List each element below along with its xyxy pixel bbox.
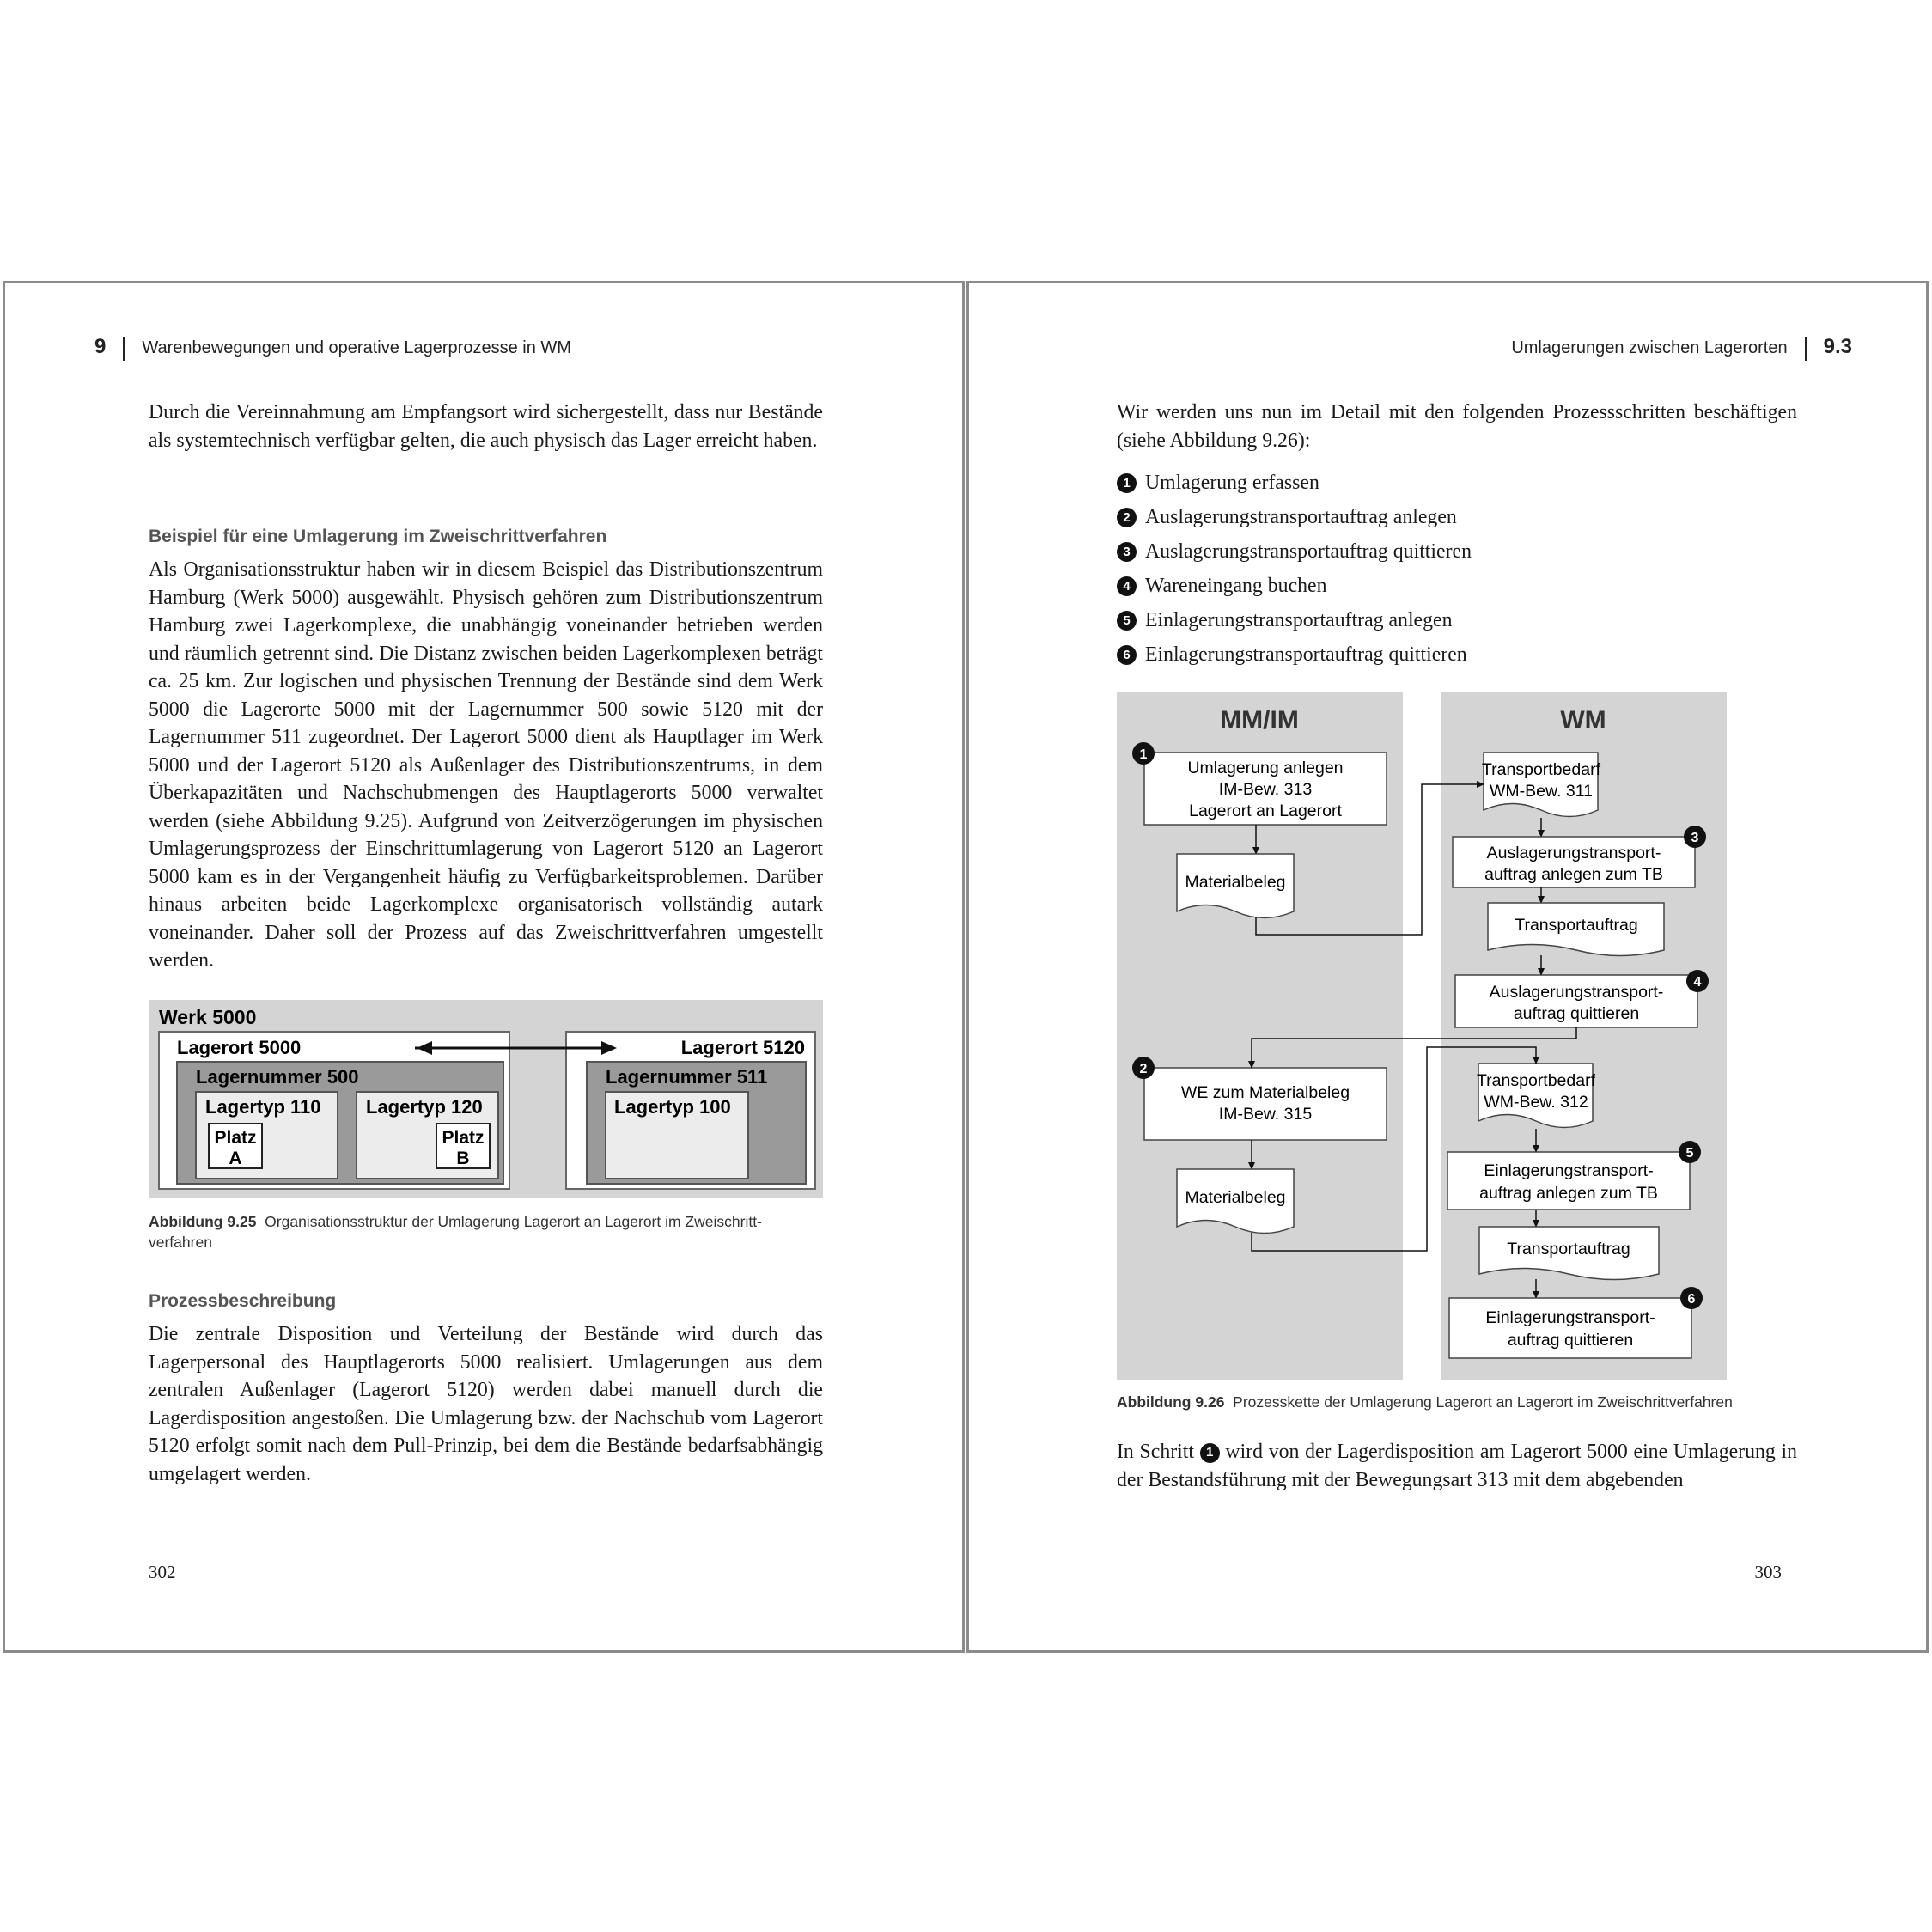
box-text: auftrag anlegen zum TB xyxy=(1479,1184,1658,1203)
paragraph-intro-right xyxy=(1117,399,1797,454)
caption-label: Abbildung 9.25 xyxy=(149,1213,257,1230)
running-header-left xyxy=(94,335,571,361)
step-badge: 3 xyxy=(1117,542,1137,562)
header-divider xyxy=(123,337,125,361)
box-text: WM-Bew. 312 xyxy=(1484,1093,1588,1112)
section-title: Umlagerungen zwischen Lagerorten xyxy=(1511,338,1788,357)
step-badge: 4 xyxy=(1117,576,1137,596)
process-step-list xyxy=(1117,466,1472,672)
step-badge: 2 xyxy=(1117,508,1137,527)
lagertyp-110-label: Lagertyp 110 xyxy=(205,1096,321,1118)
badge-number: 2 xyxy=(1139,1062,1148,1076)
right-page xyxy=(966,281,1929,1653)
lagernummer-511-label: Lagernummer 511 xyxy=(606,1066,768,1088)
badge-number: 3 xyxy=(1691,831,1699,845)
badge-number: 5 xyxy=(1685,1146,1694,1161)
figure-org-structure xyxy=(149,1000,823,1198)
box-text: auftrag quittieren xyxy=(1507,1331,1634,1350)
page-number-left: 302 xyxy=(149,1562,176,1582)
step-text: Umlagerung erfassen xyxy=(1145,471,1319,494)
paragraph-text: wird von der Lagerdisposition am Lagerort 5000 eine Umlagerung in der Bestandsführung mit der Bewegungsart 313 mit dem abgebenden xyxy=(1117,1441,1797,1491)
platz-a-label-2: A xyxy=(229,1149,242,1168)
page-number-right: 303 xyxy=(1754,1562,1782,1582)
box-text: WM-Bew. 311 xyxy=(1490,782,1593,801)
header-divider xyxy=(1805,337,1807,361)
box-text: Transportauftrag xyxy=(1507,1240,1630,1259)
paragraph-text: In Schritt xyxy=(1117,1441,1194,1463)
lagerort-5000-label: Lagerort 5000 xyxy=(177,1037,302,1058)
chapter-number: 9 xyxy=(94,335,107,358)
paragraph-closing xyxy=(1117,1438,1797,1494)
box-text: auftrag quittieren xyxy=(1513,1004,1640,1023)
paragraph-process xyxy=(149,1320,823,1488)
lagertyp-120-label: Lagertyp 120 xyxy=(366,1096,483,1118)
platz-b-label-1: Platz xyxy=(442,1128,485,1148)
box-text: IM-Bew. 315 xyxy=(1218,1105,1313,1124)
box-text: Transportauftrag xyxy=(1515,916,1638,935)
chapter-title: Warenbewegungen und operative Lagerprozesse in WM xyxy=(142,338,571,357)
badge-number: 6 xyxy=(1687,1292,1696,1307)
caption-figure-9-25 xyxy=(149,1211,823,1252)
paragraph-example xyxy=(149,556,823,975)
step-text: Auslagerungstransportauftrag anlegen xyxy=(1145,505,1457,528)
werk-label: Werk 5000 xyxy=(159,1006,257,1028)
section-number: 9.3 xyxy=(1823,335,1852,358)
caption-text: Organisationsstruktur der Umlagerung Lagerort an Lagerort im Zweischritt-verfahren xyxy=(149,1213,762,1251)
list-item xyxy=(1117,534,1472,569)
box-text: Materialbeleg xyxy=(1185,1188,1286,1207)
platz-b-label-2: B xyxy=(456,1149,470,1168)
box-text: Auslagerungstransport- xyxy=(1486,844,1661,862)
paragraph-text: Wir werden uns nun im Detail mit den folgenden Prozessschritten beschäftigen (siehe Abbildung 9.26): xyxy=(1117,401,1797,452)
step-badge: 1 xyxy=(1117,473,1137,493)
list-item xyxy=(1117,500,1472,534)
box-text: IM-Bew. 313 xyxy=(1218,780,1313,799)
box-text: Umlagerung anlegen xyxy=(1187,759,1344,777)
subheading-process: Prozessbeschreibung xyxy=(149,1291,337,1311)
running-header-right xyxy=(1511,335,1852,361)
lagertyp-100-label: Lagertyp 100 xyxy=(614,1096,731,1118)
lagernummer-500-label: Lagernummer 500 xyxy=(196,1066,359,1088)
paragraph-text: Als Organisationsstruktur haben wir in diesem Beispiel das Distributionszentrum Hamburg (Werk 5000) ausgewählt. Physisch gehören zum Distributionszentrum Hamburg zwei Lagerkomplexe, die unabhängig voneinander betrieben werden und räumlich getrennt sind. Die Distanz zwischen beiden Lagerkomplexen beträgt ca. 25 km. Zur logischen und physischen Trennung der Bestände sind dem Werk 5000 die Lagerorte 5000 mit der Lagernummer 500 sowie 5120 mit der Lagernummer 511 zugeordnet. Der Lagerort 5000 dient als Hauptlager im Werk 5000 und der Lagerort 5120 als Außenlager des Distributionszentrums, in dem Überkapazitäten und Nachschubmengen des Hauptlagerorts 5000 verwaltet werden (siehe Abbildung 9.25). Aufgrund von Zeitverzögerungen im physischen Umlagerungsprozess der Einschrittumlagerung von Lagerort 5120 an Lagerort 5000 kam es in der Vergangenheit häufig zu Verfügbarkeitsproblemen. Darüber hinaus arbeiten beide Lagerkomplexe organisatorisch vollständig autark voneinander. Daher soll der Prozess auf das Zweischrittverfahren umgestellt werden. xyxy=(149,558,823,972)
box-text: Einlagerungstransport- xyxy=(1485,1308,1655,1327)
caption-figure-9-26 xyxy=(1117,1392,1797,1412)
step-badge: 5 xyxy=(1117,611,1137,631)
left-page xyxy=(3,281,965,1653)
list-item xyxy=(1117,466,1472,500)
box-text: auftrag anlegen zum TB xyxy=(1484,865,1663,884)
badge-number: 1 xyxy=(1139,747,1148,762)
step-text: Einlagerungstransportauftrag quittieren xyxy=(1145,643,1467,666)
box-we-zum-materialbeleg xyxy=(1144,1068,1387,1140)
caption-text: Prozesskette der Umlagerung Lagerort an Lagerort im Zweischrittverfahren xyxy=(1233,1393,1733,1411)
list-item xyxy=(1117,603,1472,637)
box-text: Transportbedarf xyxy=(1476,1071,1596,1090)
list-item xyxy=(1117,569,1472,603)
caption-label: Abbildung 9.26 xyxy=(1117,1393,1225,1411)
box-text: Materialbeleg xyxy=(1185,873,1286,892)
platz-a-label-1: Platz xyxy=(214,1128,257,1148)
column-mmim-title: MM/IM xyxy=(1220,706,1299,734)
column-wm-title: WM xyxy=(1560,706,1606,734)
box-text: WE zum Materialbeleg xyxy=(1180,1083,1350,1102)
step-text: Wareneingang buchen xyxy=(1145,574,1327,597)
paragraph-intro xyxy=(149,399,823,454)
box-text: Transportbedarf xyxy=(1481,760,1601,779)
step-text: Einlagerungstransportauftrag anlegen xyxy=(1145,608,1453,631)
box-text: Einlagerungstransport- xyxy=(1484,1161,1654,1180)
list-item xyxy=(1117,637,1472,672)
paragraph-text: Die zentrale Disposition und Verteilung der Bestände wird durch das Lagerpersonal des Hauptlagerorts 5000 realisiert. Umlagerungen aus dem zentralen Außenlager (Lagerort 5120) werden dabei manuell durch die Lagerdisposition angestoßen. Die Umlagerung bzw. der Nachschub vom Lagerort 5120 erfolgt somit nach dem Pull-Prinzip, bei dem die Bestände bedarfsabhängig umgelagert werden. xyxy=(149,1323,823,1485)
badge-number: 4 xyxy=(1693,975,1702,990)
step-text: Auslagerungstransportauftrag quittieren xyxy=(1145,539,1472,563)
paragraph-text: Durch die Vereinnahmung am Empfangsort wird sichergestellt, dass nur Bestände als systemtechnisch verfügbar gelten, die auch physisch das Lager erreicht haben. xyxy=(149,401,823,452)
figure-process-chain xyxy=(1117,692,1727,1380)
subheading-example: Beispiel für eine Umlagerung im Zweischrittverfahren xyxy=(149,527,607,546)
box-text: Auslagerungstransport- xyxy=(1489,983,1664,1002)
box-text: Lagerort an Lagerort xyxy=(1189,801,1342,820)
step-badge: 1 xyxy=(1200,1443,1220,1463)
step-badge: 6 xyxy=(1117,645,1137,665)
lagerort-5120-label: Lagerort 5120 xyxy=(680,1037,805,1058)
